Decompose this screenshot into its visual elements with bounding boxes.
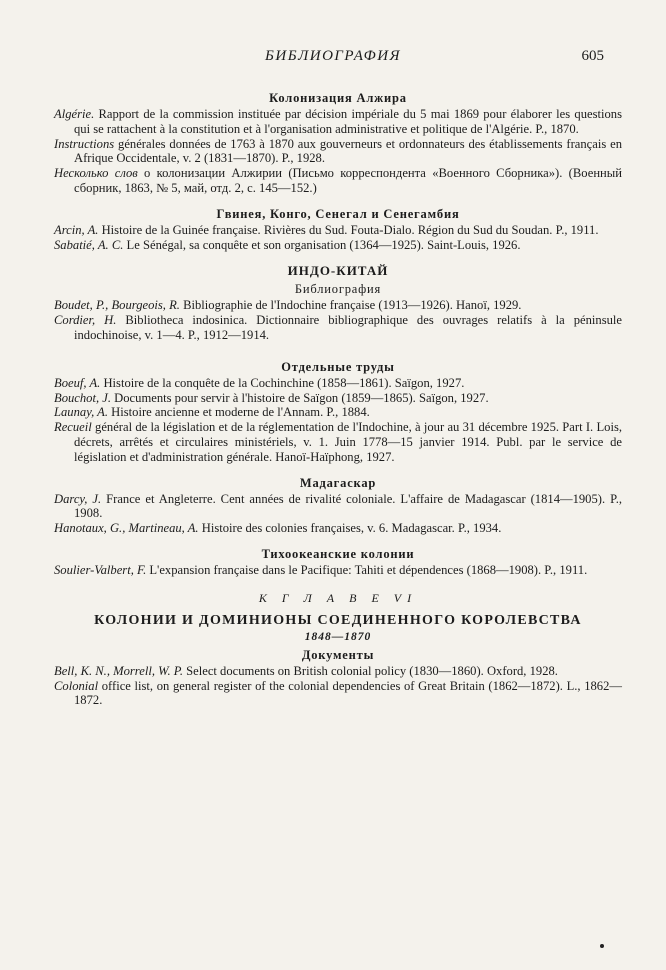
bibliography-entry (54, 405, 622, 420)
entry-author: Boeuf, A. (54, 375, 101, 390)
bibliography-entry (54, 238, 622, 253)
page-number: 605 (581, 48, 604, 64)
bibliography-entry (54, 166, 622, 196)
section-heading: Колонизация Алжира (269, 91, 407, 105)
chapter-label: К Г Л А В Е VI (258, 590, 418, 605)
bibliography-entry (54, 492, 622, 522)
entry-text: Select documents on British colonial policy (1830—1860). Oxford, 1928. (182, 663, 558, 678)
bibliography-entry (54, 679, 622, 709)
bibliography-entry (54, 137, 622, 167)
chapter-years: 1848—1870 (304, 630, 372, 643)
entry-text: Histoire ancienne et moderne de l'Annam. P., 1884. (108, 405, 370, 420)
ink-spot (600, 944, 604, 948)
entry-author: Sabatié, A. C. (54, 237, 124, 252)
entry-author: Instructions (54, 136, 115, 151)
bibliography-entry (54, 376, 622, 391)
bibliography-entry (54, 563, 622, 578)
entry-text: Documents pour servir à l'histoire de Saïgon (1859—1865). Saïgon, 1927. (111, 390, 489, 405)
entry-author: Soulier-Valbert, F. (54, 562, 147, 577)
entry-author: Hanotaux, G., Martineau, A. (54, 521, 199, 536)
bibliography-entry (54, 223, 622, 238)
entry-author: Несколько слов (54, 166, 138, 181)
entry-text: office list, on general register of the colonial dependencies of Great Britain (1862—1872). L., 1862—1872. (74, 678, 622, 708)
section-heading: Отдельные труды (281, 359, 395, 374)
bibliography-entry (54, 391, 622, 406)
section-subheading: Библиография (294, 282, 382, 297)
chapter-title: КОЛОНИИ И ДОМИНИОНЫ СОЕДИНЕННОГО КОРОЛЕВСТВА (94, 612, 582, 628)
entry-author: Boudet, P., Bourgeois, R. (54, 298, 180, 313)
page-header (0, 44, 666, 68)
bibliography-entry (54, 107, 622, 137)
section-heading: Мадагаскар (299, 475, 377, 490)
entry-author: Recueil (54, 420, 92, 435)
bibliography-entry (54, 313, 622, 343)
entry-text: générales données de 1763 à 1870 aux gouverneurs et ordonnateurs des établissements français en Afrique Occidentale, v. 2 (1831—1870). P., 1928. (74, 136, 622, 166)
entry-text: о колонизации Алжирии (Письмо корреспондента «Военного Сборника»). (Военный сборник, 1863, № 5, май, отд. 2, с. 145—152.) (74, 166, 622, 195)
bibliography-entry (54, 298, 622, 313)
running-title: БИБЛИОГРАФИЯ (265, 48, 401, 64)
entry-author: Darcy, J. (54, 491, 102, 506)
entry-text: Histoire des colonies françaises, v. 6. Madagascar. P., 1934. (198, 521, 502, 536)
section-heading: Гвинея, Конго, Сенегал и Сенегамбия (216, 206, 460, 221)
entry-text: France et Angleterre. Cent années de rivalité coloniale. L'affaire de Madagascar (1814—1905). P., 1908. (74, 491, 622, 521)
entry-text: Bibliotheca indosinica. Dictionnaire bibliographique des ouvrages relatifs à la péninsule indochinoise, v. 1—4. P., 1912—1914. (74, 313, 622, 342)
entry-text: Histoire de la Guinée française. Rivières du Sud. Fouta-Dialo. Région du Sud du Soudan. P., 1911. (98, 222, 599, 237)
bibliography-content (54, 90, 622, 708)
entry-text: général de la législation et de la réglementation de l'Indochine, à jour au 31 décembre 1925. Part I. Lois, décrets, arrêtés et circulaires ministériels, v. 1. Juin 1778—15 janvier 1914. Publ. par le service de législation et d'administration générale. Hanoï-Haïphong, 1927. (74, 420, 622, 464)
section-heading: ИНДО-КИТАЙ (287, 263, 389, 279)
entry-text: Rapport de la commission instituée par décision impériale du 5 mai 1869 pour élaborer les questions qui se rattachent à la constitution et à l'organisation administrative et politique de l'Algérie. P., 1870. (74, 107, 622, 136)
bibliography-entry (54, 420, 622, 464)
entry-author: Cordier, H. (54, 313, 117, 328)
entry-text: L'expansion française dans le Pacifique: Tahiti et dépendences (1868—1908). P., 1911. (146, 562, 588, 577)
section-heading: Тихоокеанские колонии (261, 546, 415, 561)
entry-author: Algérie. (54, 107, 95, 121)
entry-text: Bibliographie de l'Indochine française (1913—1926). Hanoï, 1929. (179, 298, 522, 313)
entry-author: Colonial (54, 678, 99, 693)
entry-author: Arcin, A. (54, 222, 99, 237)
entry-author: Launay, A. (54, 405, 108, 420)
bibliography-entry (54, 664, 622, 679)
entry-text: Histoire de la conquête de la Cochinchine (1858—1861). Saïgon, 1927. (100, 375, 465, 390)
bibliography-entry (54, 521, 622, 536)
entry-author: Bouchot, J. (54, 390, 112, 405)
section-heading: Документы (301, 647, 375, 662)
entry-author: Bell, K. N., Morrell, W. P. (54, 663, 183, 678)
entry-text: Le Sénégal, sa conquête et son organisation (1364—1925). Saint-Louis, 1926. (123, 237, 521, 252)
